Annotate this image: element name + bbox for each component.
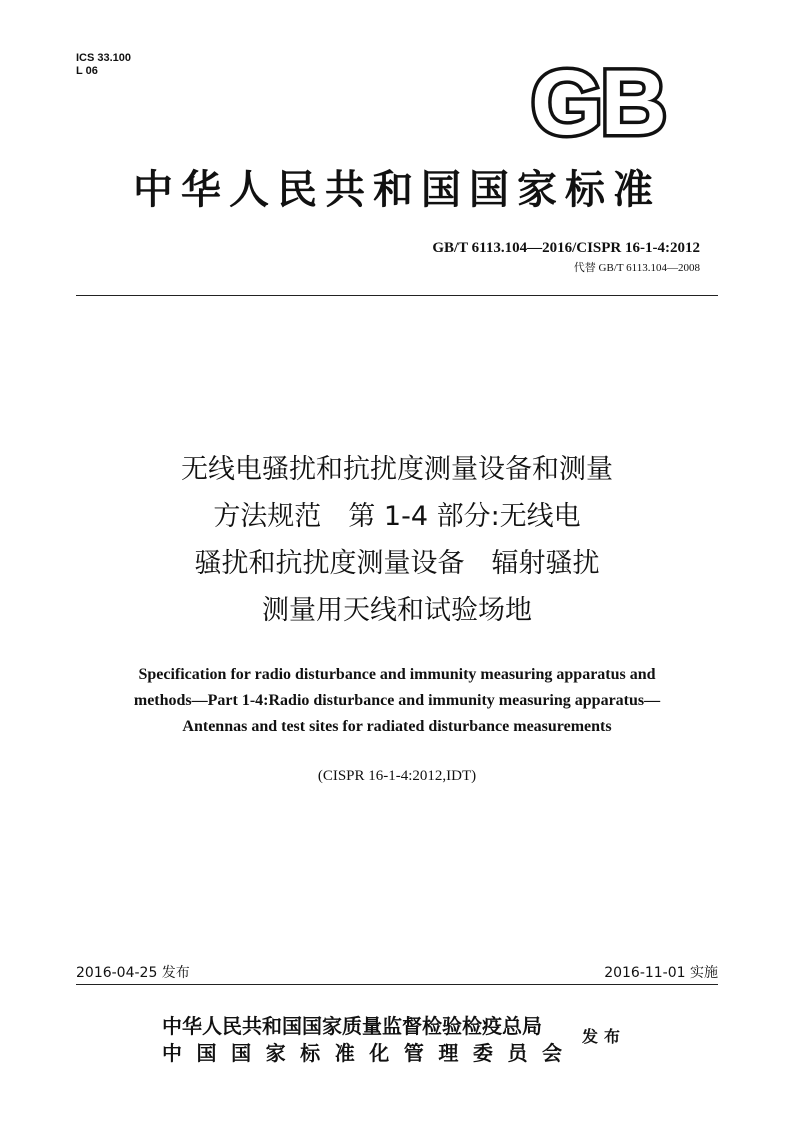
standard-number: GB/T 6113.104—2016/CISPR 16-1-4:2012 (432, 240, 700, 256)
equivalence-statement: (CISPR 16-1-4:2012,IDT) (317, 768, 477, 784)
publish-label: 发布 (582, 1027, 627, 1046)
classification-codes (76, 52, 131, 78)
bottom-divider (76, 984, 718, 985)
gb-logo (520, 62, 676, 142)
chinese-title-line: 骚扰和抗扰度测量设备 辐射骚扰 (194, 548, 600, 579)
issue-date: 2016-04-25 发布 (76, 965, 190, 981)
ics-code: ICS 33.100 (76, 52, 132, 64)
chinese-title-line: 测量用天线和试验场地 (262, 595, 532, 626)
english-title-line: methods—Part 1-4:Radio disturbance and immunity measuring apparatus— (133, 692, 661, 709)
top-divider (76, 295, 718, 296)
replaces-standard: 代替 GB/T 6113.104—2008 (573, 262, 700, 274)
english-title-line: Specification for radio disturbance and immunity measuring apparatus and (138, 666, 656, 683)
chinese-title (50, 446, 744, 634)
document-type-title: 中华人民共和国国家标准 (133, 166, 661, 213)
chinese-title-line: 无线电骚扰和抗扰度测量设备和测量 (181, 454, 613, 485)
gb-logo-text: GB (531, 62, 665, 142)
chinese-title-line: 方法规范 第 1-4 部分:无线电 (213, 501, 581, 532)
ccs-code: L 06 (76, 65, 98, 77)
issuer-aqsiq: 中华人民共和国国家质量监督检验检疫总局 (162, 1014, 542, 1038)
issuer-sac: 中国国家标准化管理委员会 (162, 1041, 562, 1065)
english-title (40, 662, 754, 740)
english-title-line: Antennas and test sites for radiated disturbance measurements (182, 718, 612, 735)
implementation-date: 2016-11-01 实施 (604, 965, 718, 981)
